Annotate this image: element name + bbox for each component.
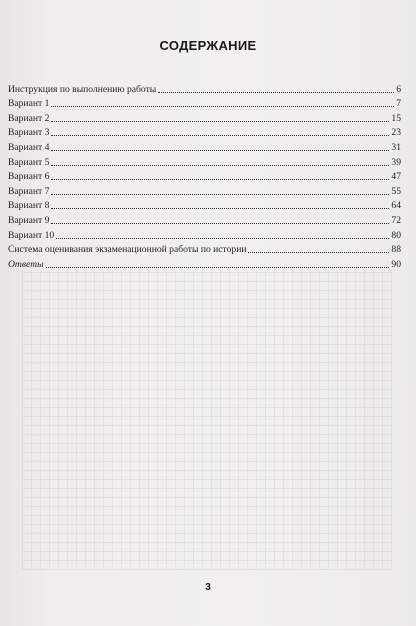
toc-entry-page: 72 [391, 214, 401, 226]
toc-entry-title: Вариант 6 [8, 171, 50, 183]
toc-entry-title: Вариант 7 [8, 185, 50, 197]
toc-leader-dots [51, 193, 389, 195]
toc-entry-title: Вариант 3 [8, 127, 50, 139]
toc-entry-page: 47 [391, 171, 401, 183]
toc-leader-dots [51, 105, 394, 107]
toc-entry [8, 168, 401, 183]
toc-entry-page: 6 [396, 83, 401, 95]
toc-entry-title: Вариант 1 [8, 98, 50, 110]
toc-entry-page: 23 [391, 127, 401, 139]
toc-entry [8, 124, 401, 139]
toc-leader-dots [51, 149, 389, 151]
toc-entry [8, 226, 401, 241]
toc-entry-page: 31 [391, 141, 401, 153]
toc-entry-page: 90 [391, 258, 401, 270]
toc-entry [8, 109, 401, 124]
toc-entry [8, 80, 401, 95]
toc-entry-title: Ответы [8, 258, 44, 270]
reverse-side-show-through [22, 270, 392, 570]
toc-leader-dots [51, 134, 389, 136]
toc-leader-dots [56, 237, 389, 239]
toc-entry-title: Вариант 9 [8, 214, 50, 226]
toc-entry [8, 255, 401, 270]
toc-leader-dots [248, 251, 389, 253]
toc-leader-dots [51, 178, 389, 180]
toc-leader-dots [51, 164, 389, 166]
toc-entry-page: 88 [391, 244, 401, 256]
toc-entry [8, 182, 401, 197]
page-number: 3 [205, 582, 211, 593]
toc-leader-dots [158, 91, 394, 93]
toc-entry-page: 15 [391, 112, 401, 124]
toc-entry [8, 241, 401, 256]
toc-entry [8, 138, 401, 153]
toc-entry-page: 80 [391, 229, 401, 241]
table-of-contents [8, 80, 401, 270]
toc-entry [8, 153, 401, 168]
toc-entry-page: 55 [391, 185, 401, 197]
toc-leader-dots [46, 266, 390, 268]
toc-entry-page: 7 [396, 98, 401, 110]
toc-leader-dots [51, 222, 389, 224]
toc-entry-title: Система оценивания экзаменационной работы по истории [8, 244, 247, 256]
toc-entry-title: Вариант 10 [8, 229, 55, 241]
toc-leader-dots [51, 207, 389, 209]
toc-entry-page: 39 [391, 156, 401, 168]
toc-leader-dots [51, 120, 389, 122]
toc-entry-page: 64 [391, 200, 401, 212]
toc-entry-title: Вариант 4 [8, 141, 50, 153]
toc-entry-title: Вариант 5 [8, 156, 50, 168]
toc-entry [8, 95, 401, 110]
toc-entry-title: Вариант 8 [8, 200, 50, 212]
toc-entry [8, 211, 401, 226]
toc-entry-title: Инструкция по выполнению работы [8, 83, 157, 95]
contents-heading: СОДЕРЖАНИЕ [159, 38, 257, 53]
toc-entry-title: Вариант 2 [8, 112, 50, 124]
toc-entry [8, 197, 401, 212]
